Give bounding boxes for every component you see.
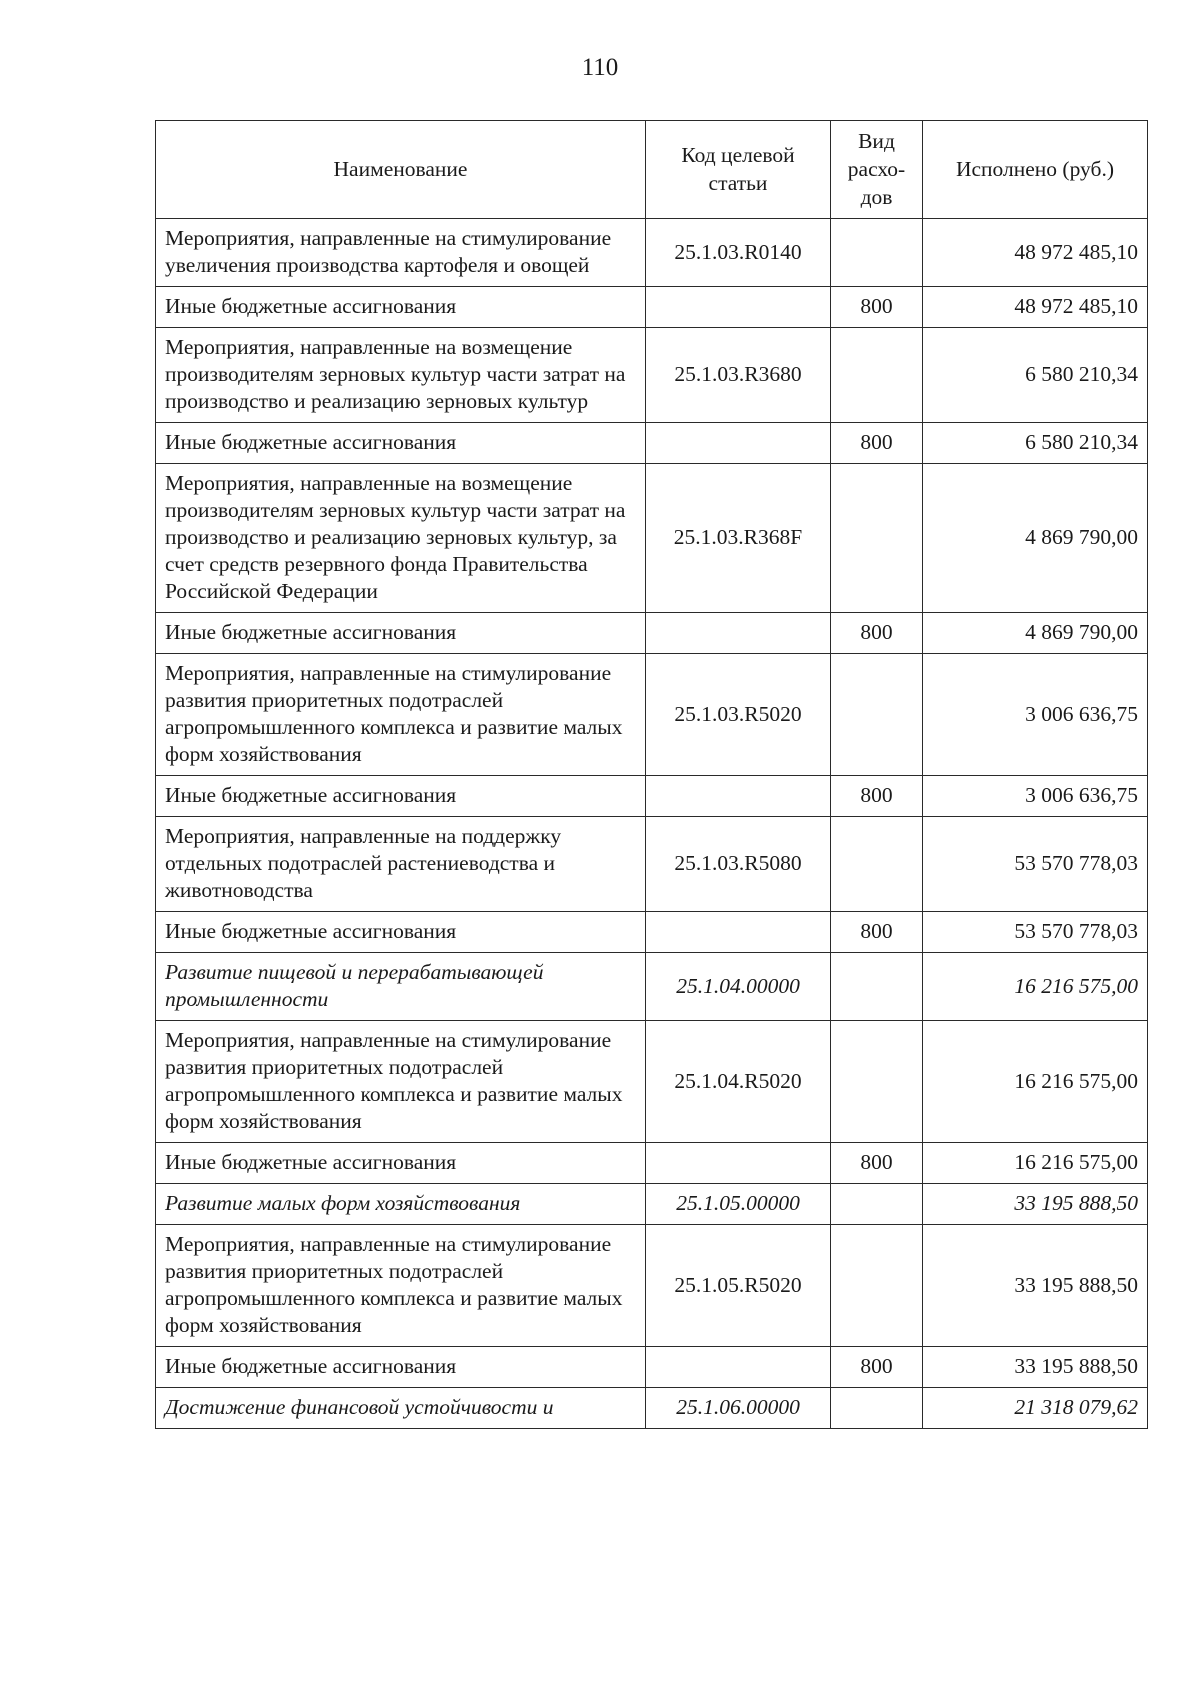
- table-row: [156, 423, 1148, 464]
- row-amount: 3 006 636,75: [923, 776, 1148, 817]
- table-row: [156, 912, 1148, 953]
- row-type: 800: [831, 1143, 923, 1184]
- budget-execution-table: [155, 120, 1148, 1429]
- row-type: [831, 1184, 923, 1225]
- page-number: 110: [581, 54, 619, 81]
- row-type: 800: [831, 1347, 923, 1388]
- row-code: 25.1.05.00000: [646, 1184, 831, 1225]
- row-amount: 53 570 778,03: [923, 912, 1148, 953]
- row-code: 25.1.06.00000: [646, 1388, 831, 1429]
- row-name: Иные бюджетные ассигнования: [156, 912, 646, 953]
- row-amount: 16 216 575,00: [923, 1021, 1148, 1143]
- row-type: [831, 817, 923, 912]
- row-code: 25.1.03.R5020: [646, 654, 831, 776]
- row-amount: 48 972 485,10: [923, 219, 1148, 287]
- row-name: Мероприятия, направленные на стимулирование развития приоритетных подотраслей агропромышленного комплекса и развитие малых форм хозяйствования: [156, 1021, 646, 1143]
- row-code: 25.1.03.R5080: [646, 817, 831, 912]
- row-amount: 53 570 778,03: [923, 817, 1148, 912]
- row-name: Мероприятия, направленные на поддержку отдельных подотраслей растениеводства и животноводства: [156, 817, 646, 912]
- row-type: 800: [831, 613, 923, 654]
- row-name: Мероприятия, направленные на возмещение производителям зерновых культур части затрат на производство и реализацию зерновых культур, за счет средств резервного фонда Правительства Российской Федерации: [156, 464, 646, 613]
- row-name: Мероприятия, направленные на стимулирование развития приоритетных подотраслей агропромышленного комплекса и развитие малых форм хозяйствования: [156, 654, 646, 776]
- table-row: [156, 953, 1148, 1021]
- table-row: [156, 817, 1148, 912]
- row-code: [646, 1347, 831, 1388]
- row-amount: 16 216 575,00: [923, 953, 1148, 1021]
- row-type: [831, 1388, 923, 1429]
- row-name: Иные бюджетные ассигнования: [156, 1347, 646, 1388]
- row-amount: 4 869 790,00: [923, 613, 1148, 654]
- table-header-row: [156, 121, 1148, 219]
- table-row: [156, 1143, 1148, 1184]
- table-row: [156, 328, 1148, 423]
- row-type: [831, 654, 923, 776]
- header-amount: Исполнено (руб.): [923, 121, 1148, 219]
- table-row: [156, 613, 1148, 654]
- row-type: 800: [831, 287, 923, 328]
- row-name: Развитие малых форм хозяйствования: [156, 1184, 646, 1225]
- row-type: 800: [831, 912, 923, 953]
- header-type: Вид расхо-дов: [831, 121, 923, 219]
- row-type: [831, 464, 923, 613]
- row-code: 25.1.03.R3680: [646, 328, 831, 423]
- row-name: Достижение финансовой устойчивости и: [156, 1388, 646, 1429]
- row-type: [831, 953, 923, 1021]
- row-type: [831, 219, 923, 287]
- row-code: [646, 776, 831, 817]
- table-row: [156, 1225, 1148, 1347]
- row-amount: 6 580 210,34: [923, 423, 1148, 464]
- row-amount: 48 972 485,10: [923, 287, 1148, 328]
- table-row: [156, 219, 1148, 287]
- row-amount: 33 195 888,50: [923, 1225, 1148, 1347]
- row-name: Иные бюджетные ассигнования: [156, 287, 646, 328]
- row-name: Иные бюджетные ассигнования: [156, 776, 646, 817]
- row-name: Мероприятия, направленные на стимулирование развития приоритетных подотраслей агропромышленного комплекса и развитие малых форм хозяйствования: [156, 1225, 646, 1347]
- row-amount: 4 869 790,00: [923, 464, 1148, 613]
- row-amount: 3 006 636,75: [923, 654, 1148, 776]
- row-code: 25.1.04.R5020: [646, 1021, 831, 1143]
- row-type: 800: [831, 776, 923, 817]
- table-row: [156, 1388, 1148, 1429]
- table-row: [156, 1021, 1148, 1143]
- row-name: Развитие пищевой и перерабатывающей промышленности: [156, 953, 646, 1021]
- row-code: [646, 287, 831, 328]
- row-type: [831, 1021, 923, 1143]
- row-amount: 6 580 210,34: [923, 328, 1148, 423]
- row-code: 25.1.03.R0140: [646, 219, 831, 287]
- table-row: [156, 464, 1148, 613]
- row-code: 25.1.04.00000: [646, 953, 831, 1021]
- header-name: Наименование: [156, 121, 646, 219]
- table-row: [156, 776, 1148, 817]
- table-row: [156, 1347, 1148, 1388]
- row-code: [646, 912, 831, 953]
- row-name: Иные бюджетные ассигнования: [156, 423, 646, 464]
- row-type: [831, 1225, 923, 1347]
- row-amount: 16 216 575,00: [923, 1143, 1148, 1184]
- row-name: Иные бюджетные ассигнования: [156, 1143, 646, 1184]
- table-row: [156, 1184, 1148, 1225]
- row-amount: 33 195 888,50: [923, 1347, 1148, 1388]
- table-row: [156, 287, 1148, 328]
- header-code: Код целевой статьи: [646, 121, 831, 219]
- row-code: [646, 1143, 831, 1184]
- row-name: Иные бюджетные ассигнования: [156, 613, 646, 654]
- row-name: Мероприятия, направленные на стимулирование увеличения производства картофеля и овощей: [156, 219, 646, 287]
- row-code: 25.1.05.R5020: [646, 1225, 831, 1347]
- row-amount: 21 318 079,62: [923, 1388, 1148, 1429]
- row-code: [646, 613, 831, 654]
- row-amount: 33 195 888,50: [923, 1184, 1148, 1225]
- row-type: [831, 328, 923, 423]
- table-row: [156, 654, 1148, 776]
- row-name: Мероприятия, направленные на возмещение производителям зерновых культур части затрат на производство и реализацию зерновых культур: [156, 328, 646, 423]
- row-code: 25.1.03.R368F: [646, 464, 831, 613]
- row-code: [646, 423, 831, 464]
- row-type: 800: [831, 423, 923, 464]
